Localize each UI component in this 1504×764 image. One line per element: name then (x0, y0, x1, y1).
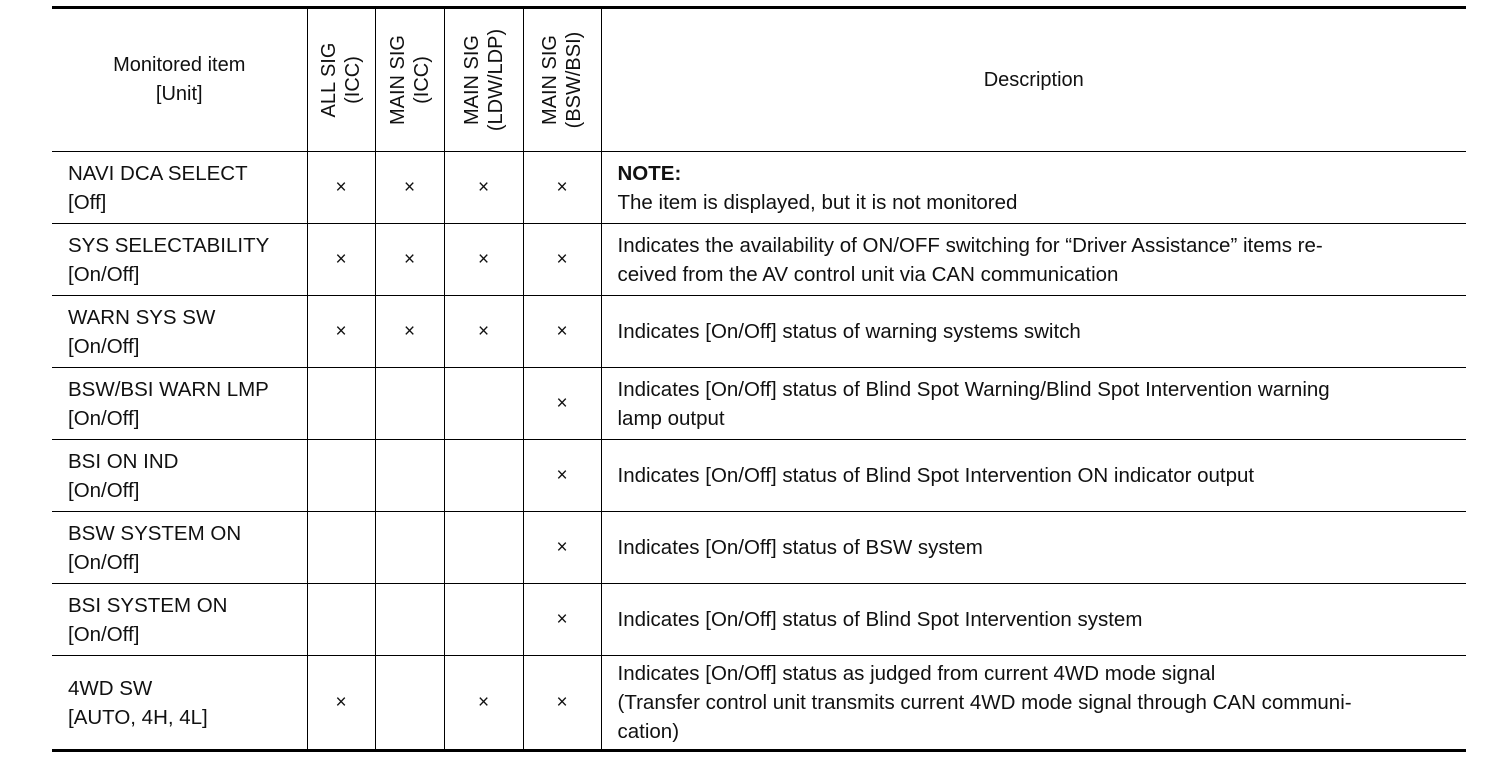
table-row (52, 368, 1466, 440)
table-row (52, 512, 1466, 584)
table-row (52, 656, 1466, 751)
description-cell (601, 584, 1466, 656)
description-line: Indicates [On/Off] status of warning systems switch (617, 320, 1081, 343)
mark-all-sig-icc: × (307, 296, 375, 368)
item-name: SYS SELECTABILITY (68, 233, 270, 257)
table-row (52, 296, 1466, 368)
item-cell (52, 440, 307, 512)
mark-main-sig-icc (375, 368, 444, 440)
mark-all-sig-icc (307, 512, 375, 584)
mark-main-sig-ldw-ldp (444, 440, 523, 512)
header-main-sig-icc (375, 8, 444, 152)
header-unit-label: [Unit] (155, 83, 203, 105)
mark-main-sig-ldw-ldp: × (444, 152, 523, 224)
item-name: BSI SYSTEM ON (68, 593, 228, 617)
header-sig-line1: MAIN SIG (460, 35, 483, 126)
item-unit: [On/Off] (68, 550, 140, 574)
item-cell (52, 656, 307, 751)
mark-main-sig-bsw-bsi: × (523, 512, 601, 584)
table-row (52, 584, 1466, 656)
item-name: WARN SYS SW (68, 305, 216, 329)
description-line: Indicates [On/Off] status of Blind Spot Intervention system (617, 608, 1143, 631)
description-cell (601, 440, 1466, 512)
mark-all-sig-icc (307, 584, 375, 656)
item-unit: [Off] (68, 190, 107, 214)
mark-main-sig-ldw-ldp (444, 584, 523, 656)
description-cell (601, 656, 1466, 751)
header-monitored-item-label: Monitored item (113, 54, 246, 76)
mark-main-sig-icc: × (375, 152, 444, 224)
mark-main-sig-ldw-ldp (444, 512, 523, 584)
mark-main-sig-icc (375, 440, 444, 512)
item-cell (52, 296, 307, 368)
mark-main-sig-icc: × (375, 296, 444, 368)
mark-all-sig-icc: × (307, 224, 375, 296)
table-header (52, 8, 1466, 152)
header-sig-line2: (LDW/LDP) (484, 28, 507, 132)
description-line: Indicates [On/Off] status as judged from current 4WD mode signal (617, 662, 1216, 685)
item-unit: [On/Off] (68, 406, 140, 430)
item-cell (52, 224, 307, 296)
monitor-item-table (52, 6, 1466, 752)
description-line: cation) (617, 720, 680, 743)
item-unit: [On/Off] (68, 622, 140, 646)
header-main-sig-bsw-bsi (523, 8, 601, 152)
description-line: Indicates [On/Off] status of BSW system (617, 536, 983, 559)
header-sig-line2: (ICC) (410, 56, 433, 104)
header-sig-line1: MAIN SIG (539, 35, 561, 126)
mark-main-sig-icc (375, 512, 444, 584)
item-name: BSW SYSTEM ON (68, 521, 242, 545)
item-name: BSI ON IND (68, 449, 179, 473)
item-name: BSW/BSI WARN LMP (68, 377, 269, 401)
description-cell (601, 296, 1466, 368)
mark-main-sig-bsw-bsi: × (523, 440, 601, 512)
mark-main-sig-ldw-ldp: × (444, 296, 523, 368)
mark-main-sig-bsw-bsi: × (523, 368, 601, 440)
item-name: 4WD SW (68, 676, 153, 700)
header-sig-line1: ALL SIG (318, 42, 340, 118)
description-cell (601, 512, 1466, 584)
header-main-sig-ldw-ldp (444, 8, 523, 152)
mark-main-sig-ldw-ldp: × (444, 224, 523, 296)
header-all-sig-icc (307, 8, 375, 152)
mark-main-sig-icc (375, 584, 444, 656)
header-description: Description (601, 8, 1466, 152)
note-label: NOTE: (617, 161, 682, 185)
header-sig-line1: MAIN SIG (386, 35, 409, 126)
mark-all-sig-icc: × (307, 152, 375, 224)
item-cell (52, 584, 307, 656)
description-line: (Transfer control unit transmits current 4WD mode signal through CAN communi- (617, 691, 1352, 714)
description-line: Indicates [On/Off] status of Blind Spot Intervention ON indicator output (617, 464, 1255, 487)
mark-main-sig-ldw-ldp: × (444, 656, 523, 751)
table-row (52, 152, 1466, 224)
mark-all-sig-icc (307, 440, 375, 512)
header-sig-line2: (ICC) (342, 56, 364, 104)
header-monitored-item (52, 8, 307, 152)
description-line: ceived from the AV control unit via CAN communication (617, 262, 1119, 286)
item-unit: [AUTO, 4H, 4L] (68, 705, 208, 729)
mark-main-sig-bsw-bsi: × (523, 656, 601, 751)
description-line: Indicates [On/Off] status of Blind Spot Warning/Blind Spot Intervention warning (617, 377, 1330, 401)
description-line: lamp output (617, 406, 725, 430)
mark-main-sig-ldw-ldp (444, 368, 523, 440)
description-cell (601, 152, 1466, 224)
mark-main-sig-icc (375, 656, 444, 751)
header-sig-line2: (BSW/BSI) (563, 31, 585, 129)
item-unit: [On/Off] (68, 334, 140, 358)
description-cell (601, 224, 1466, 296)
item-cell (52, 368, 307, 440)
item-unit: [On/Off] (68, 478, 140, 502)
mark-all-sig-icc (307, 368, 375, 440)
table-body (52, 152, 1466, 751)
mark-main-sig-bsw-bsi: × (523, 296, 601, 368)
description-cell (601, 368, 1466, 440)
header-row (52, 8, 1466, 152)
mark-main-sig-icc: × (375, 224, 444, 296)
mark-main-sig-bsw-bsi: × (523, 152, 601, 224)
monitor-item-table-sheet (52, 6, 1466, 752)
description-line: Indicates the availability of ON/OFF switching for “Driver Assistance” items re- (617, 233, 1323, 257)
item-name: NAVI DCA SELECT (68, 161, 248, 185)
table-row (52, 224, 1466, 296)
mark-main-sig-bsw-bsi: × (523, 224, 601, 296)
item-cell (52, 512, 307, 584)
mark-main-sig-bsw-bsi: × (523, 584, 601, 656)
item-cell (52, 152, 307, 224)
description-line: The item is displayed, but it is not monitored (617, 190, 1018, 214)
item-unit: [On/Off] (68, 262, 140, 286)
mark-all-sig-icc: × (307, 656, 375, 751)
table-row (52, 440, 1466, 512)
